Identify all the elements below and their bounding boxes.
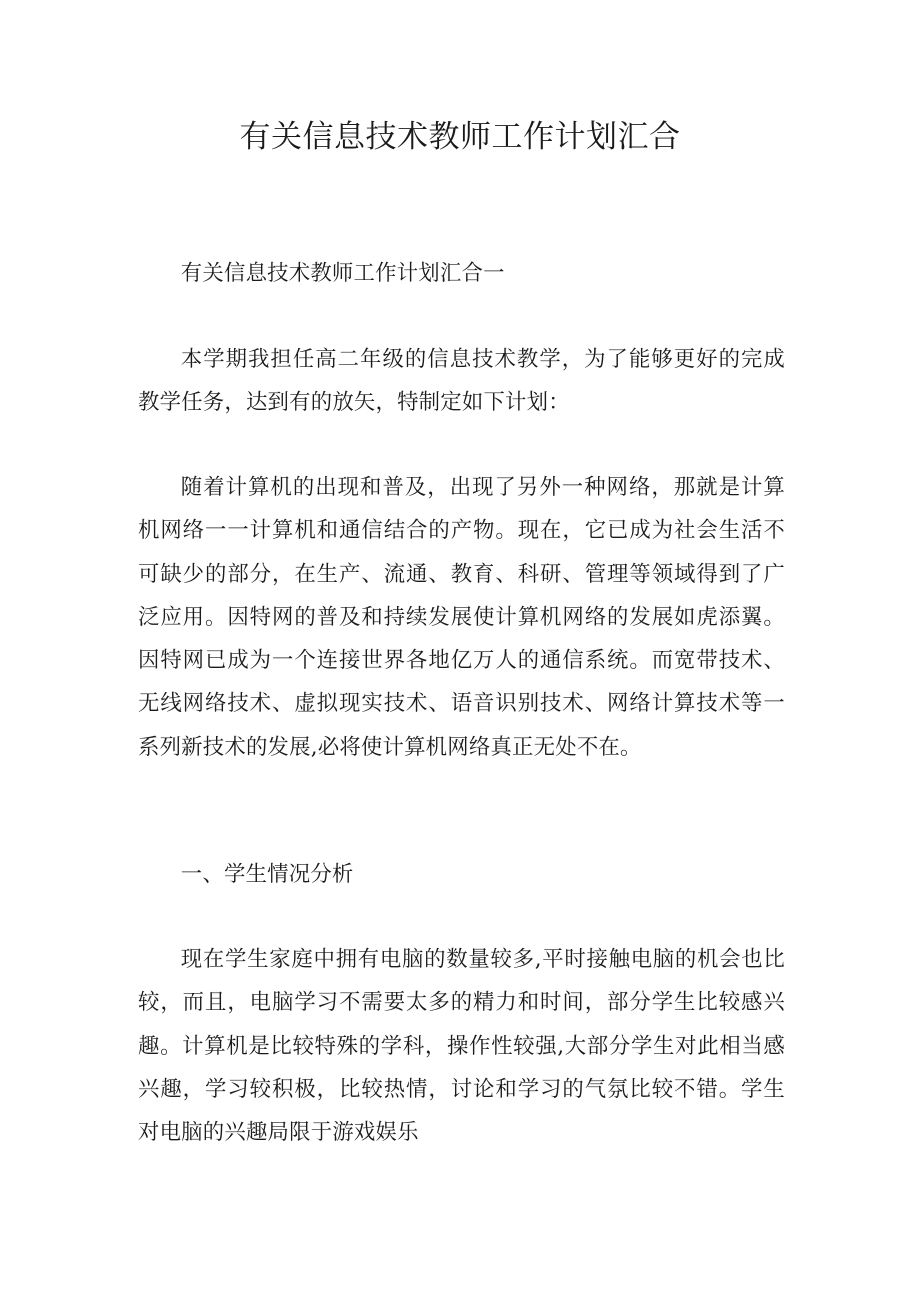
students-paragraph: 现在学生家庭中拥有电脑的数量较多,平时接触电脑的机会也比较，而且，电脑学习不需要太多的精力和时间，部分学生比较感兴趣。计算机是比较特殊的学科，操作性较强,大部分学生对此相当感兴趣，学习较积极，比较热情，讨论和学习的气氛比较不错。学生对电脑的兴趣局限于游戏娱乐 (138, 947, 785, 1146)
intro-paragraph: 本学期我担任高二年级的信息技术教学，为了能够更好的完成教学任务，达到有的放矢，特制定如下计划： (138, 347, 785, 416)
document-subtitle: 有关信息技术教师工作计划汇合一 (180, 261, 505, 286)
network-paragraph: 随着计算机的出现和普及，出现了另外一种网络，那就是计算机网络一一计算机和通信结合的产物。现在，它已成为社会生活不可缺少的部分，在生产、流通、教育、科研、管理等领域得到了广泛应用。因特网的普及和持续发展使计算机网络的发展如虎添翼。因特网已成为一个连接世界各地亿万人的通信系统。而宽带技术、无线网络技术、虚拟现实技术、语音识别技术、网络计算技术等一系列新技术的发展,必将使计算机网络真正无处不在。 (138, 475, 785, 760)
document-title: 有关信息技术教师工作计划汇合 (239, 119, 681, 155)
section-heading-student-analysis: 一、学生情况分析 (180, 862, 354, 887)
